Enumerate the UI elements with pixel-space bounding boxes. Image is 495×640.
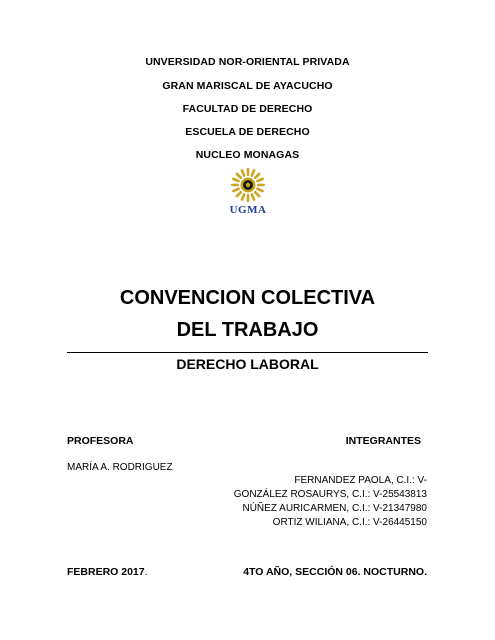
professor-label: PROFESORA	[67, 435, 134, 447]
ugma-seal-icon	[222, 168, 274, 204]
title-divider	[67, 352, 428, 353]
document-subtitle: DERECHO LABORAL	[176, 356, 319, 372]
footer-date-suffix: .	[144, 566, 148, 578]
ugma-logo	[222, 168, 274, 218]
footer-date-text: FEBRERO 2017	[67, 566, 145, 578]
footer-section: 4TO AÑO, SECCIÓN 06. NOCTURNO.	[243, 566, 427, 578]
faculty-line: FACULTAD DE DERECHO	[182, 103, 313, 115]
professor-name: MARÍA A. RODRIGUEZ	[67, 462, 173, 473]
campus-line: NUCLEO MONAGAS	[195, 149, 300, 161]
ugma-logo-text: UGMA	[229, 204, 267, 216]
member-item: FERNANDEZ PAOLA, C.I.: V-	[294, 475, 427, 486]
university-name-line: GRAN MARISCAL DE AYACUCHO	[162, 80, 333, 92]
university-line: UNVERSIDAD NOR-ORIENTAL PRIVADA	[145, 56, 350, 68]
document-title-line2: DEL TRABAJO	[176, 319, 319, 341]
members-label: INTEGRANTES	[345, 435, 421, 447]
member-item: NÚÑEZ AURICARMEN, C.I.: V-21347980	[242, 503, 427, 514]
document-title-line1: CONVENCION COLECTIVA	[119, 287, 376, 309]
member-item: ORTIZ WILIANA, C.I.: V-26445150	[272, 517, 427, 528]
member-item: GONZÁLEZ ROSAURYS, C.I.: V-25543813	[233, 489, 427, 500]
school-line: ESCUELA DE DERECHO	[185, 126, 310, 138]
footer-date	[67, 566, 148, 578]
